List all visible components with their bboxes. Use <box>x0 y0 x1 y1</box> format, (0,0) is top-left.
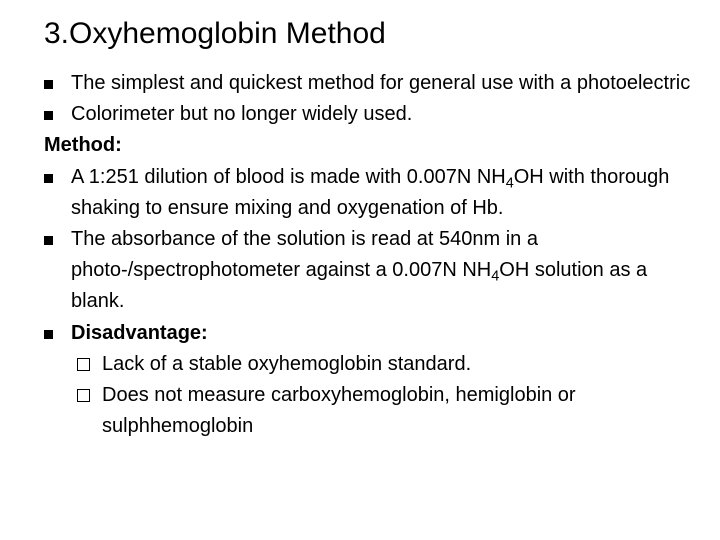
method-step-2 <box>44 224 704 318</box>
method-step-1 <box>44 162 704 224</box>
method-step-1-text-a: A 1:251 dilution of blood is made with 0.007N NH <box>71 165 506 188</box>
intro-bullet-1 <box>44 68 704 99</box>
disadvantage-bullet <box>44 318 704 349</box>
subscript-4: 4 <box>505 174 514 191</box>
intro-bullet-text: Colorimeter but no longer widely used. <box>71 103 413 126</box>
method-step-1-text-b: OH with thorough shaking to ensure mixing and oxygenation of Hb. <box>71 165 670 219</box>
disadvantage-item-text: Does not measure carboxyhemoglobin, hemiglobin or sulphhemoglobin <box>102 384 576 438</box>
hollow-square-bullet-icon <box>77 358 90 371</box>
filled-square-bullet-icon <box>44 80 53 89</box>
filled-square-bullet-icon <box>44 236 53 245</box>
method-step-2-text-a: The absorbance of the solution is read at 540nm in a photo-/spectrophotometer against a 0.007N NH <box>71 228 538 282</box>
filled-square-bullet-icon <box>44 111 53 120</box>
disadvantage-item-2 <box>44 380 704 442</box>
filled-square-bullet-icon <box>44 330 53 339</box>
intro-bullet-2 <box>44 99 704 130</box>
hollow-square-bullet-icon <box>77 389 90 402</box>
method-step-2-text-b: OH solution as a blank. <box>71 259 648 313</box>
disadvantage-item-text: Lack of a stable oxyhemoglobin standard. <box>102 352 472 375</box>
slide-title: 3.Oxyhemoglobin Method <box>44 17 386 50</box>
method-heading: Method: <box>44 134 122 157</box>
slide-content <box>44 68 704 442</box>
subscript-4: 4 <box>491 268 500 285</box>
filled-square-bullet-icon <box>44 174 53 183</box>
disadvantage-item-1 <box>44 349 704 380</box>
disadvantage-heading: Disadvantage: <box>71 321 208 344</box>
intro-bullet-text: The simplest and quickest method for general use with a photoelectric <box>71 72 691 94</box>
